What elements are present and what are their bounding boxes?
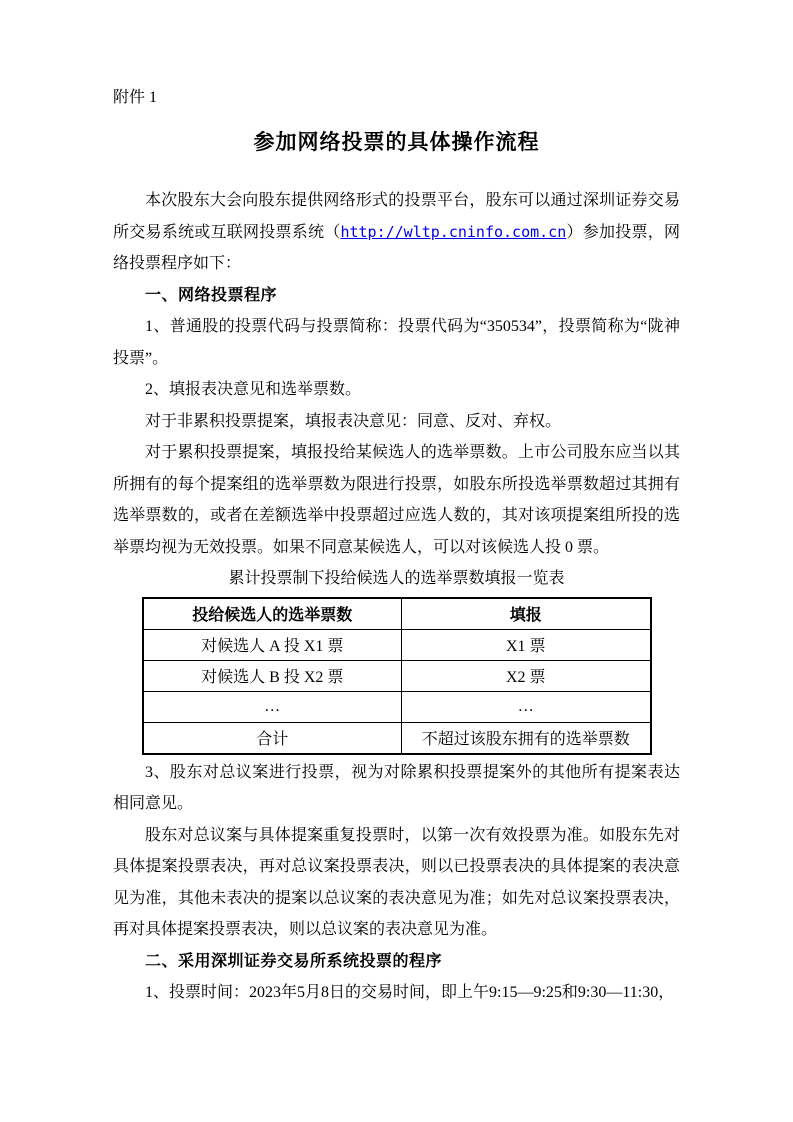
table-cell-ellipsis-left: … <box>143 691 402 722</box>
vote-fill-table <box>142 597 652 755</box>
vote-code-paragraph: 1、普通股的投票代码与投票简称：投票代码为“350534”，投票简称为“陇神投票”。 <box>113 318 680 367</box>
cumulative-paragraph: 对于累积投票提案，填报投给某候选人的选举票数。上市公司股东应当以其所拥有的每个提案组的选举票数为限进行投票，如股东所投选举票数超过其拥有选举票数的，或者在差额选举中投票超过应选人数的，其对该项提案组所投的选举票均视为无效投票。如果不同意某候选人，可以对该候选人投 0 票。 <box>113 444 680 556</box>
non-cumulative-paragraph: 对于非累积投票提案，填报表决意见：同意、反对、弃权。 <box>145 412 562 430</box>
table-row <box>143 629 651 660</box>
table-cell-candidate-a-fill: X1 票 <box>402 629 651 660</box>
table-row <box>143 722 651 754</box>
section-2-heading: 二、采用深圳证券交易所系统投票的程序 <box>145 952 443 970</box>
table-cell-total-label: 合计 <box>143 722 402 754</box>
table-cell-candidate-b: 对候选人 B 投 X2 票 <box>143 660 402 691</box>
attachment-label: 附件 1 <box>113 89 158 106</box>
table-header-row <box>143 598 651 630</box>
column-header-fill-in: 填报 <box>402 598 651 630</box>
fill-in-opinion-paragraph: 2、填报表决意见和选举票数。 <box>145 381 362 398</box>
general-proposal-paragraph: 3、股东对总议案进行投票，视为对除累积投票提案外的其他所有提案表达相同意见。 <box>113 763 680 812</box>
table-cell-candidate-a: 对候选人 A 投 X1 票 <box>143 629 402 660</box>
table-row <box>143 660 651 691</box>
section-1-heading: 一、网络投票程序 <box>145 286 278 304</box>
table-cell-ellipsis-right: … <box>402 691 651 722</box>
page-title: 参加网络投票的具体操作流程 <box>253 131 540 154</box>
table-caption: 累计投票制下投给候选人的选举票数填报一览表 <box>228 570 565 587</box>
intro-paragraph <box>113 185 680 280</box>
intro-text-before-link: 本次股东大会向股东提供网络形式的投票平台，股东可以通过深圳证券交易所交易系统或互联网投票系统（ <box>113 192 680 241</box>
intro-text-after-link: ）参加投票，网络投票程序如下： <box>113 223 680 272</box>
column-header-votes-for-candidate: 投给候选人的选举票数 <box>143 598 402 630</box>
table-cell-total-value: 不超过该股东拥有的选举票数 <box>402 722 651 754</box>
table-row <box>143 691 651 722</box>
voting-url-link[interactable]: http://wltp.cninfo.com.cn <box>340 222 567 241</box>
repeat-voting-paragraph: 股东对总议案与具体提案重复投票时，以第一次有效投票为准。如股东先对具体提案投票表决，再对总议案投票表决，则以已投票表决的具体提案的表决意见为准，其他未表决的提案以总议案的表决意见为准；如先对总议案投票表决，再对具体提案投票表决，则以总议案的表决意见为准。 <box>113 826 680 938</box>
voting-time-paragraph: 1、投票时间：2023年5月8日的交易时间，即上午9:15—9:25和9:30—11:30， <box>145 984 675 1001</box>
table-cell-candidate-b-fill: X2 票 <box>402 660 651 691</box>
